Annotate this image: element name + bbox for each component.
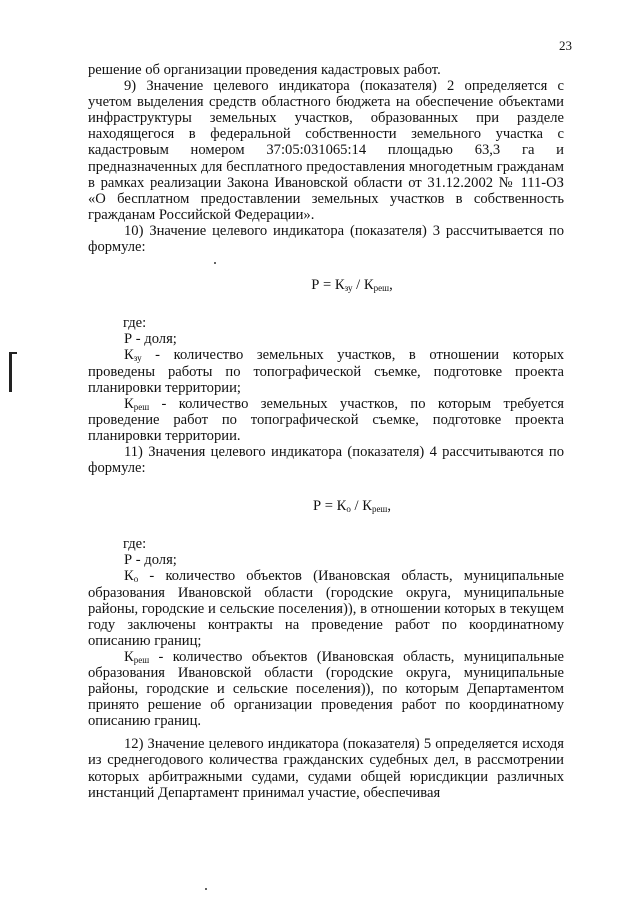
document-body: [88, 62, 564, 801]
paragraph-item-12: 12) Значение целевого индикатора (показателя) 5 определяется исходя из среднегодового количества гражданских судебных дел, в рассмотрении которых арбитражными судами, судами общей юрисдикции различных инстанций Департамент принимал участие, обеспечивая: [88, 736, 564, 801]
definition-symbol: К: [124, 648, 134, 665]
formula-1-divider: / К: [352, 277, 374, 294]
formula-1-sub-1: зу: [344, 283, 353, 294]
definition-text: - количество объектов (Ивановская область, муниципальные образования Ивановской области (городские округа, муниципальные районы, городские и сельские поселения)), в отношении которых в текущем году заключены контракты на проведение работ по координатному описанию границ;: [88, 568, 564, 649]
definition-k-zu: [88, 347, 564, 395]
definition-symbol: К: [124, 568, 134, 585]
formula-2-divider: / К: [350, 498, 372, 515]
definition-text: - количество земельных участков, в отношении которых проведены работы по топографической съемке, подготовке проекта планировки территории;: [88, 347, 564, 396]
formula-2-tail: ,: [387, 498, 392, 515]
definition-share-1: Р - доля;: [124, 331, 177, 348]
definition-subscript: зу: [133, 353, 142, 364]
definition-subscript: реш: [133, 401, 150, 412]
where-label-2: где:: [123, 536, 147, 553]
scan-margin-mark: [9, 352, 12, 392]
page-number: 23: [559, 38, 572, 53]
definition-k-resh-2: [88, 649, 564, 729]
definition-subscript: реш: [133, 654, 150, 665]
paragraph-continuation: решение об организации проведения кадастровых работ.: [88, 62, 441, 78]
definition-symbol: К: [124, 395, 134, 412]
paragraph-item-11: 11) Значения целевого индикатора (показателя) 4 рассчитываются по формуле:: [88, 443, 564, 477]
formula-2-lhs: Р = К: [312, 498, 347, 515]
definition-symbol: К: [124, 347, 134, 364]
paragraph-item-9: 9) Значение целевого индикатора (показателя) 2 определяется с учетом выделения средств областного бюджета на обеспечение объектами инфраструктуры земельных участков, образованных при разделе находящегося в федеральной собственности земельного участка с кадастровым номером 37:05:031065:14 площадью 63,3 га и предназначенных для бесплатного предоставления многодетным гражданам в рамках реализации Закона Ивановской области от 31.12.2002 № 111-ОЗ «О бесплатном предоставлении земельных участков в собственность гражданам Российской Федерации».: [88, 78, 564, 223]
scan-speck: [205, 888, 207, 890]
definition-k-o: [88, 568, 564, 648]
formula-2-sub-2: реш: [371, 504, 388, 515]
scan-margin-mark-tick: [9, 352, 17, 354]
definition-share-2: Р - доля;: [124, 552, 177, 569]
definition-subscript: о: [133, 574, 139, 585]
where-label-1: где:: [123, 315, 147, 332]
definition-text: - количество объектов (Ивановская область, муниципальные образования Ивановской области (городские округа, муниципальные районы, городские и сельские поселения)), по которым Департаментом принято решение об организации проведения работ по координатному описанию границ.: [88, 648, 564, 730]
formula-2-sub-1: о: [346, 504, 351, 515]
formula-1-tail: ,: [389, 277, 393, 294]
formula-1-lhs: Р = К: [311, 277, 345, 294]
formula-2: [88, 498, 564, 514]
definition-k-resh-1: [88, 396, 564, 444]
formula-1: [88, 277, 564, 293]
formula-1-sub-2: реш: [373, 283, 390, 294]
definition-text: - количество земельных участков, по которым требуется проведение работ по топографической съемке, подготовке проекта планировки территории.: [88, 395, 564, 444]
paragraph-item-10: 10) Значение целевого индикатора (показателя) 3 рассчитывается по формуле:: [88, 222, 564, 256]
